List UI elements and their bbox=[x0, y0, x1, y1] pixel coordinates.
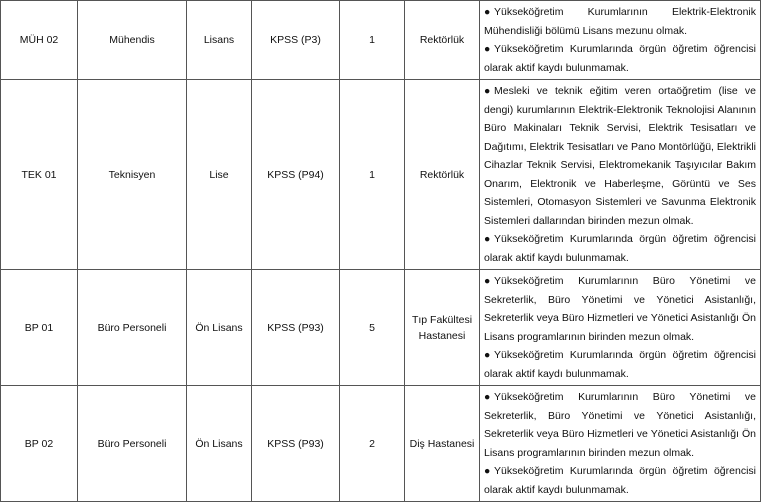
education-level: Lisans bbox=[187, 1, 252, 80]
requirement-text: Mesleki ve teknik eğitim veren ortaöğretim (lise ve dengi) kurumlarının Elektrik-Elektronik Teknolojisi Alanının Büro Makinaları Teknik Servisi, Elektrik Tesisatları ve Dağıtımı, Elektrik Tesisatları ve Pano Montörlüğü, Elektrikli Cihazlar Teknik Servisi, Elektromekanik Taşıyıcılar Bakım Onarım, Elektronik ve Haberleşme, Görüntü ve Ses Sistemleri, Otomasyon Sistemleri ve Savunma Elektronik Sistemleri dallarından birinden mezun olmak. bbox=[484, 85, 756, 227]
unit: Rektörlük bbox=[405, 80, 480, 270]
position-title: Büro Personeli bbox=[78, 386, 187, 502]
requirement-item bbox=[484, 82, 756, 230]
education-level: Lise bbox=[187, 80, 252, 270]
bullet-icon: ● bbox=[484, 85, 491, 97]
bullet-icon: ● bbox=[484, 465, 491, 477]
requirement-item bbox=[484, 40, 756, 77]
unit: Diş Hastanesi bbox=[405, 386, 480, 502]
position-title: Büro Personeli bbox=[78, 270, 187, 386]
quota: 1 bbox=[340, 1, 405, 80]
unit: Rektörlük bbox=[405, 1, 480, 80]
requirement-text: Yükseköğretim Kurumlarında örgün öğretim öğrencisi olarak aktif kaydı bulunmamak. bbox=[484, 349, 756, 380]
table-row bbox=[1, 1, 761, 80]
bullet-icon: ● bbox=[484, 349, 491, 361]
requirements-cell bbox=[480, 1, 761, 80]
bullet-icon: ● bbox=[484, 233, 491, 245]
position-code: BP 02 bbox=[1, 386, 78, 502]
position-title: Mühendis bbox=[78, 1, 187, 80]
position-code: BP 01 bbox=[1, 270, 78, 386]
quota: 1 bbox=[340, 80, 405, 270]
exam-score-type: KPSS (P3) bbox=[252, 1, 340, 80]
requirement-item bbox=[484, 3, 756, 40]
quota: 2 bbox=[340, 386, 405, 502]
requirements-cell bbox=[480, 386, 761, 502]
requirement-item bbox=[484, 346, 756, 383]
requirement-text: Yükseköğretim Kurumlarında örgün öğretim öğrencisi olarak aktif kaydı bulunmamak. bbox=[484, 233, 756, 264]
requirement-item bbox=[484, 462, 756, 499]
requirement-item bbox=[484, 388, 756, 462]
requirement-text: Yükseköğretim Kurumlarında örgün öğretim öğrencisi olarak aktif kaydı bulunmamak. bbox=[484, 465, 756, 496]
bullet-icon: ● bbox=[484, 6, 491, 18]
requirement-item bbox=[484, 272, 756, 346]
table-row bbox=[1, 270, 761, 386]
exam-score-type: KPSS (P93) bbox=[252, 270, 340, 386]
table-row bbox=[1, 80, 761, 270]
bullet-icon: ● bbox=[484, 275, 491, 287]
bullet-icon: ● bbox=[484, 43, 491, 55]
requirements-cell bbox=[480, 80, 761, 270]
table-row bbox=[1, 386, 761, 502]
position-code: MÜH 02 bbox=[1, 1, 78, 80]
requirement-text: Yükseköğretim Kurumlarında örgün öğretim öğrencisi olarak aktif kaydı bulunmamak. bbox=[484, 43, 756, 74]
requirement-text: Yükseköğretim Kurumlarının Büro Yönetimi ve Sekreterlik, Büro Yönetimi ve Yönetici Asistanlığı, Sekreterlik veya Büro Hizmetleri ve Yönetici Asistanlığı Ön Lisans programlarının birinden mezun olmak. bbox=[484, 275, 756, 343]
quota: 5 bbox=[340, 270, 405, 386]
exam-score-type: KPSS (P94) bbox=[252, 80, 340, 270]
bullet-icon: ● bbox=[484, 391, 491, 403]
requirement-text: Yükseköğretim Kurumlarının Elektrik-Elektronik Mühendisliği bölümü Lisans mezunu olmak. bbox=[484, 6, 756, 37]
education-level: Ön Lisans bbox=[187, 270, 252, 386]
position-title: Teknisyen bbox=[78, 80, 187, 270]
requirements-cell bbox=[480, 270, 761, 386]
requirement-item bbox=[484, 230, 756, 267]
education-level: Ön Lisans bbox=[187, 386, 252, 502]
unit: Tıp Fakültesi Hastanesi bbox=[405, 270, 480, 386]
requirement-text: Yükseköğretim Kurumlarının Büro Yönetimi ve Sekreterlik, Büro Yönetimi ve Yönetici Asistanlığı, Sekreterlik veya Büro Hizmetleri ve Yönetici Asistanlığı Ön Lisans programlarının birinden mezun olmak. bbox=[484, 391, 756, 459]
exam-score-type: KPSS (P93) bbox=[252, 386, 340, 502]
position-code: TEK 01 bbox=[1, 80, 78, 270]
